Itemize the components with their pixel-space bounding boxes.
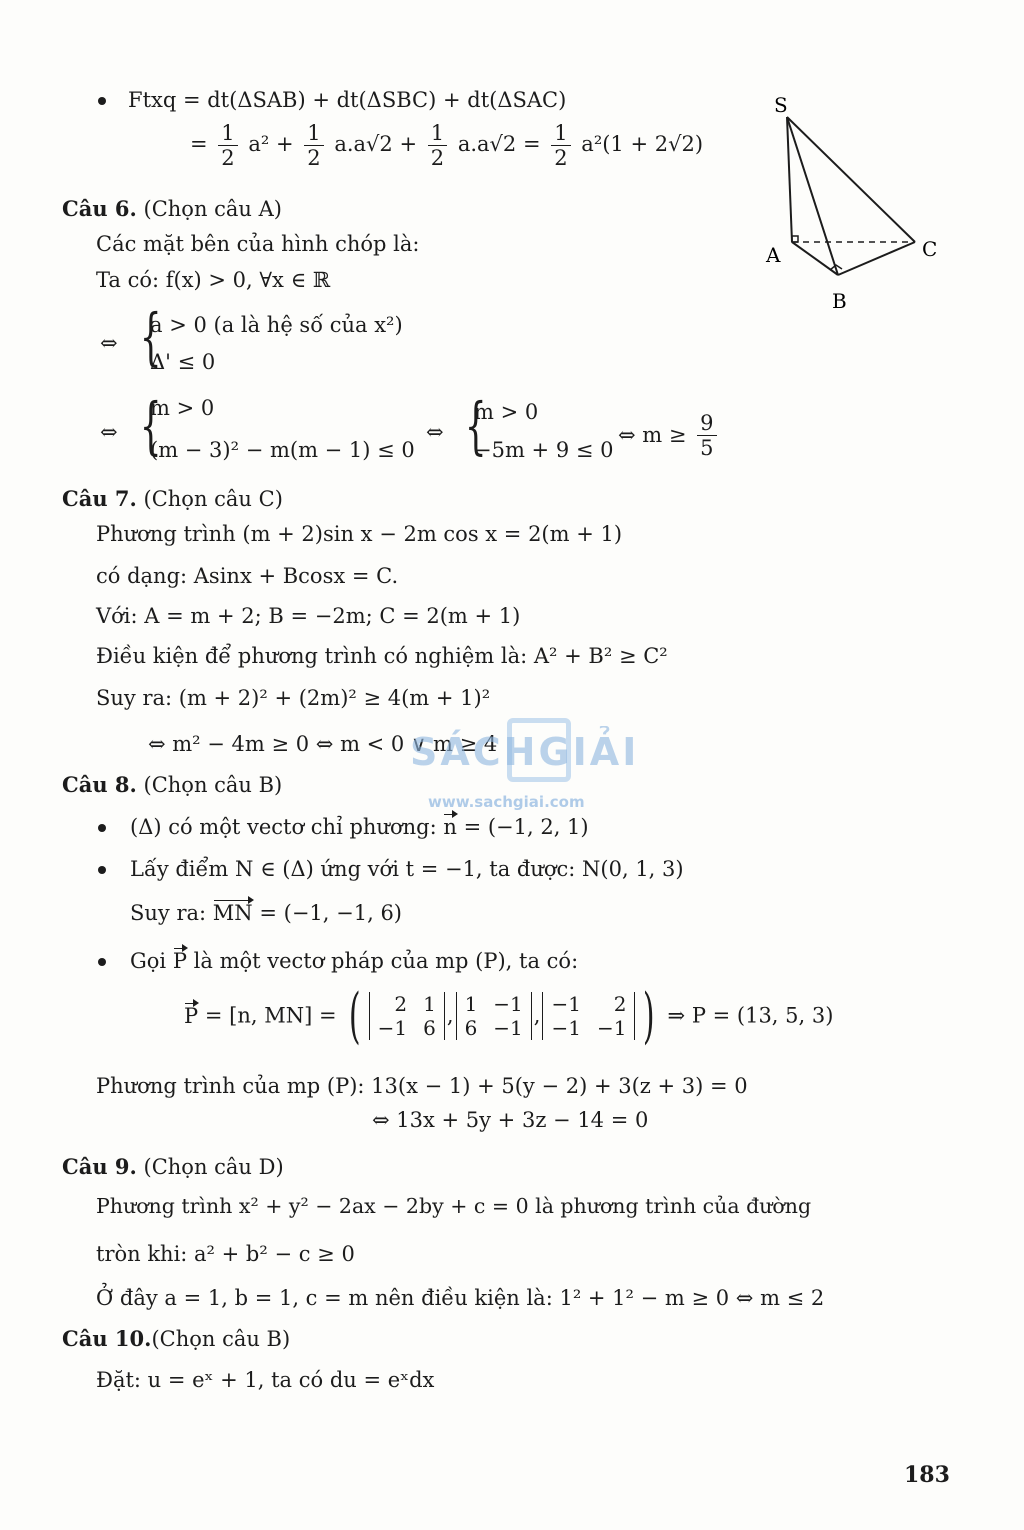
determinant-3: −1 2 −1 −1 bbox=[542, 992, 635, 1040]
q8-bullet-3: Gọi P là một vectơ pháp của mp (P), ta có: bbox=[130, 949, 579, 973]
q8-bullet-2: Lấy điểm N ∈ (Δ) ứng với t = −1, ta được: N(0, 1, 3) bbox=[130, 857, 684, 881]
q8-plane-1: Phương trình của mp (P): 13(x − 1) + 5(y − 2) + 3(z + 3) = 0 bbox=[96, 1074, 748, 1098]
q7-line-3: Với: A = m + 2; B = −2m; C = 2(m + 1) bbox=[96, 604, 521, 628]
q6-system1-b: Δ' ≤ 0 bbox=[150, 350, 216, 374]
bullet bbox=[98, 824, 106, 832]
equiv-symbol: ⇔ bbox=[100, 331, 118, 355]
q8-bullet-1: (Δ) có một vectơ chỉ phương: n = (−1, 2, 1) bbox=[130, 815, 589, 839]
fraction: $\frac{1}{2}$ bbox=[218, 122, 237, 169]
fraction: $\frac{9}{5}$ bbox=[697, 412, 716, 459]
q8-plane-2: ⇔ 13x + 5y + 3z − 14 = 0 bbox=[372, 1108, 649, 1132]
edge-sa bbox=[787, 117, 792, 242]
equiv-symbol: ⇔ bbox=[426, 420, 444, 444]
edge-bc bbox=[838, 242, 915, 275]
bullet bbox=[98, 97, 106, 105]
determinant-1: 2 1 −1 6 bbox=[369, 992, 445, 1040]
bullet bbox=[98, 866, 106, 874]
question-7-heading: Câu 7. (Chọn câu C) bbox=[62, 486, 283, 511]
brace: { bbox=[464, 389, 487, 462]
watermark-text: SÁCHGIẢI bbox=[410, 730, 640, 774]
q6-line-2: Ta có: f(x) > 0, ∀x ∈ ℝ bbox=[96, 268, 331, 292]
label-b: B bbox=[832, 289, 847, 313]
q7-line-4: Điều kiện để phương trình có nghiệm là: A² + B² ≥ C² bbox=[96, 644, 668, 668]
q7-line-5: Suy ra: (m + 2)² + (2m)² ≥ 4(m + 1)² bbox=[96, 686, 491, 710]
fraction: $\frac{1}{2}$ bbox=[428, 122, 447, 169]
label-c: C bbox=[922, 237, 938, 261]
q9-line-2: tròn khi: a² + b² − c ≥ 0 bbox=[96, 1242, 355, 1266]
q8-bullet-2b: Suy ra: MN = (−1, −1, 6) bbox=[130, 901, 402, 925]
q9-line-1: Phương trình x² + y² − 2ax − 2by + c = 0 là phương trình của đường bbox=[96, 1194, 812, 1218]
question-6-heading: Câu 6. (Chọn câu A) bbox=[62, 196, 282, 221]
question-9-heading: Câu 9. (Chọn câu D) bbox=[62, 1154, 284, 1179]
q7-line-6: ⇔ m² − 4m ≥ 0 ⇔ m < 0 ∨ m ≥ 4 bbox=[148, 732, 498, 756]
page-number: 183 bbox=[904, 1462, 950, 1488]
q6-system2-a: m > 0 bbox=[150, 396, 215, 420]
label-a: A bbox=[766, 243, 781, 267]
fraction: $\frac{1}{2}$ bbox=[304, 122, 323, 169]
equiv-symbol: ⇔ bbox=[100, 420, 118, 444]
q6-system1-a: a > 0 (a là hệ số của x²) bbox=[150, 313, 403, 337]
watermark-url: www.sachgiai.com bbox=[428, 793, 585, 811]
vector-n: n bbox=[443, 815, 457, 839]
q7-line-1: Phương trình (m + 2)sin x − 2m cos x = 2(m + 1) bbox=[96, 522, 623, 546]
fraction: $\frac{1}{2}$ bbox=[551, 122, 570, 169]
question-10-heading: Câu 10.(Chọn câu B) bbox=[62, 1326, 291, 1351]
q8-cross-product: P = [n, MN] = ( 2 1 −1 6, 1 −1 6 −1, −1 2 −1 −1 ) ⇒ P = (13, 5, 3) bbox=[184, 981, 834, 1051]
label-s: S bbox=[774, 93, 788, 117]
q7-line-2: có dạng: Asinx + Bcosx = C. bbox=[96, 564, 399, 588]
formula-line-2: = $\frac{1}{2}$ a² + $\frac{1}{2}$ a.a√2 + $\frac{1}{2}$ a.a√2 = $\frac{1}{2}$ a²(1 + 2√2) bbox=[190, 121, 704, 171]
determinant-2: 1 −1 6 −1 bbox=[456, 992, 532, 1040]
vector-mn: MN bbox=[212, 901, 253, 925]
q6-result: ⇔ m ≥ $\frac{9}{5}$ bbox=[618, 412, 721, 459]
question-8-heading: Câu 8. (Chọn câu B) bbox=[62, 772, 283, 797]
bullet bbox=[98, 958, 106, 966]
brace: { bbox=[139, 300, 162, 373]
vector-p: P bbox=[172, 949, 187, 973]
brace: { bbox=[139, 389, 162, 462]
q9-line-3: Ở đây a = 1, b = 1, c = m nên điều kiện là: 1² + 1² − m ≥ 0 ⇔ m ≤ 2 bbox=[96, 1286, 825, 1310]
q6-system3-a: m > 0 bbox=[474, 400, 539, 424]
q6-system2-b: (m − 3)² − m(m − 1) ≤ 0 bbox=[150, 438, 415, 462]
formula-line-1: Ftxq = dt(ΔSAB) + dt(ΔSBC) + dt(ΔSAC) bbox=[128, 88, 567, 112]
q6-line-1: Các mặt bên của hình chóp là: bbox=[96, 232, 420, 256]
q6-system3-b: −5m + 9 ≤ 0 bbox=[474, 438, 614, 462]
pyramid-figure bbox=[760, 90, 960, 320]
q10-line-1: Đặt: u = eˣ + 1, ta có du = eˣdx bbox=[96, 1368, 435, 1392]
